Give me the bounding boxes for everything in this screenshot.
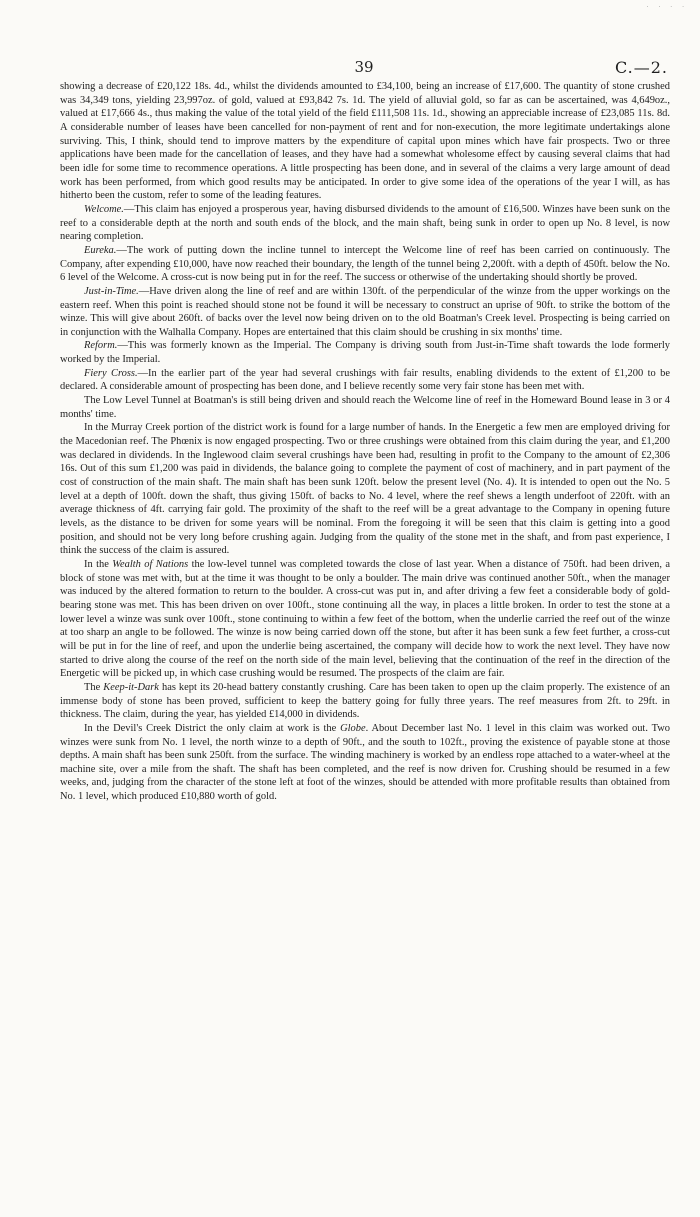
paragraph-reform: Reform.—This was formerly known as the Imperial. The Company is driving south from Just-in-Time shaft towards the lode formerly worked by the Imperial. — [60, 340, 670, 366]
paragraph-welcome: Welcome.—This claim has enjoyed a prosperous year, having disbursed dividends to the amount of £16,500. Winzes have been sunk on the reef to a considerable depth at the north and south ends of the block, and the main shaft, being sunk in order to open up No. 8 level, is now nearing completion. — [60, 203, 670, 243]
claim-name: Wealth of Nations — [112, 558, 189, 570]
claim-name: Just-in-Time. — [84, 285, 139, 297]
claim-name: Globe — [340, 722, 366, 734]
paragraph-eureka: Eureka.—The work of putting down the incline tunnel to intercept the Welcome line of reef has been carried on continuously. The Company, after expending £10,000, have now reached their boundary, the length of the tunnel being 2,200ft. with a depth of 450ft. below the No. 6 level of the Welcome. A cross-cut is now being put in for the reef. The success or otherwise of the undertaking should shortly be proved. — [60, 244, 670, 284]
paragraph-keep-it-dark: The Keep-it-Dark has kept its 20-head battery constantly crushing. Care has been taken to open up the claim properly. The existence of an immense body of stone has been proved, sufficient to keep the battery going for fully three years. The reef measures from 2ft. to 29ft. in thickness. The claim, during the year, has yielded £14,000 in dividends. — [60, 681, 671, 721]
paragraph-wealth-of-nations: In the Wealth of Nations the low-level tunnel was completed towards the close of last year. When a distance of 750ft. had been driven, a block of stone was met with, but at the time it was thought to be only a boulder. The main drive was continued another 50ft., when the manager was induced by the altered formation to return to the boulder. A cross-cut was put in, and after driving a few feet a considerable body of gold-bearing stone was met. This has been driven on over 100ft., stone continuing all the way, in places a little broken. In order to test the stone at a lower level a winze was sunk over 100ft., stone continuing to within a few feet of the bottom, when the underlie carried the reef out of the winze at too sharp an angle to be followed. The winze is now being carried down off the stone, but after it has been sunk a few feet further, a cross-cut will be put in for the line of reef, and upon the underlie being ascertained, the company will decide how to work the next level. They have now started to drive along the course of the reef on the north side of the main level, believing that the continuation of the reef in the direction of the Energetic will be picked up, in which case crushing would be resumed. The prospects of the claim are fair. — [60, 558, 670, 680]
paragraph-murray-creek: In the Murray Creek portion of the district work is found for a large number of hands. In the Energetic a few men are employed driving for the Macedonian reef. The Phœnix is now engaged prospecting. Two or three crushings were obtained from this claim during the year, and £1,200 was declared in dividends. In the Inglewood claim several crushings have been had, resulting in profit to the Company to the amount of £2,306 16s. Out of this sum £1,200 was paid in dividends, the balance going to complete the payment of cost of machinery, and in part payment of the cost of construction of the main shaft. The main shaft has been sunk 120ft. below the present level (No. 4). It is intended to open out the No. 5 level at a depth of 100ft. down the shaft, thus giving 150ft. of backs to No. 4 level, where the reef shews a length underfoot of 220ft. with an average thickness of 4ft. carrying fair gold. The proximity of the shaft to the reef will be a great advantage to the Company in opening future levels, as the distance to be driven for some years will be nominal. From the foregoing it will be seen that this claim is getting into a good position, and should not be very long before crushing again. Judging from the quality of the stone met in the shaft, and from past experience, I think the success of the claim is assured. — [60, 422, 670, 557]
paragraph-low-level-tunnel: The Low Level Tunnel at Boatman's is still being driven and should reach the Welcome line of reef in the Homeward Bound lease in 3 or 4 months' time. — [60, 395, 670, 420]
paragraph-devils-creek: In the Devil's Creek District the only claim at work is the Globe. About December last No. 1 level in this claim was worked out. Two winzes were sunk from No. 1 level, the north winze to a depth of 90ft., and the south to 102ft., proving the existence of payable stone at those depths. A main shaft has been sunk 250ft. from the surface. The winding machinery is worked by an endless rope attached to a water-wheel at the machine site, over a mile from the shaft. The shaft has been completed, and the reef is now driven for. Crushing should be resumed in a few weeks, and, judging from the character of the stone left at foot of the winzes, should be attended with more profitable results than obtained from No. 1 level, which produced £10,880 worth of gold. — [60, 722, 670, 803]
body-text — [60, 80, 670, 804]
claim-name: Reform. — [84, 340, 118, 352]
page-header — [60, 58, 668, 78]
paragraph-just-in-time: Just-in-Time.—Have driven along the line of reef and are within 130ft. of the perpendicular of the winze from the upper workings on the eastern reef. When this point is reached should stone not be found it will be necessary to construct an uprise of 90ft. to strike the bottom of the winze. This will give about 260ft. of backs over the level now being driven on to the old Boatman's Creek level. Prospecting is being carried on in conjunction with the Walhalla Company. Hopes are entertained that this claim should be crushing in six months' time. — [60, 285, 670, 338]
paragraph-fiery-cross: Fiery Cross.—In the earlier part of the year had several crushings with fair results, enabling dividends to the extent of £1,200 to be declared. A considerable amount of prospecting has been done, and I believe recently some very fair stone has been met with. — [60, 367, 670, 393]
scan-artifact: · · · · — [646, 4, 688, 11]
page-number: 39 — [354, 58, 374, 76]
paragraph-intro: showing a decrease of £20,122 18s. 4d., whilst the dividends amounted to £34,100, being an increase of £17,600. The quantity of stone crushed was 34,349 tons, yielding 23,997oz. of gold, valued at £93,842 7s. 1d. The yield of alluvial gold, so far as can be ascertained, was 4,649oz., valued at £17,666 4s., thus making the value of the total yield of the field £111,508 11s. 1d., showing an appreciable increase of £23,085 11s. 8d. A considerable number of leases have been cancelled for non-payment of rent and for non-execution, the more legitimate undertakings alone surviving. This, I think, should tend to improve matters by the expenditure of capital upon mines which have fair prospects. Two or three applications have been made for the cancellation of leases, and they have had a somewhat wholesome effect by causing several claims that had been idle for some time to recommence operations. A little prospecting has been done, and in several of the claims a very large amount of dead work has been performed, from which good results may be anticipated. In order to give some idea of the operations of the year I will, as has hitherto been the custom, refer to some of the leading features. — [60, 81, 670, 202]
claim-name: Fiery Cross. — [84, 367, 138, 379]
claim-name: Eureka. — [84, 244, 117, 256]
claim-name: Keep-it-Dark — [103, 681, 159, 693]
claim-name: Welcome. — [84, 203, 124, 215]
document-code: C.—2. — [614, 58, 668, 77]
